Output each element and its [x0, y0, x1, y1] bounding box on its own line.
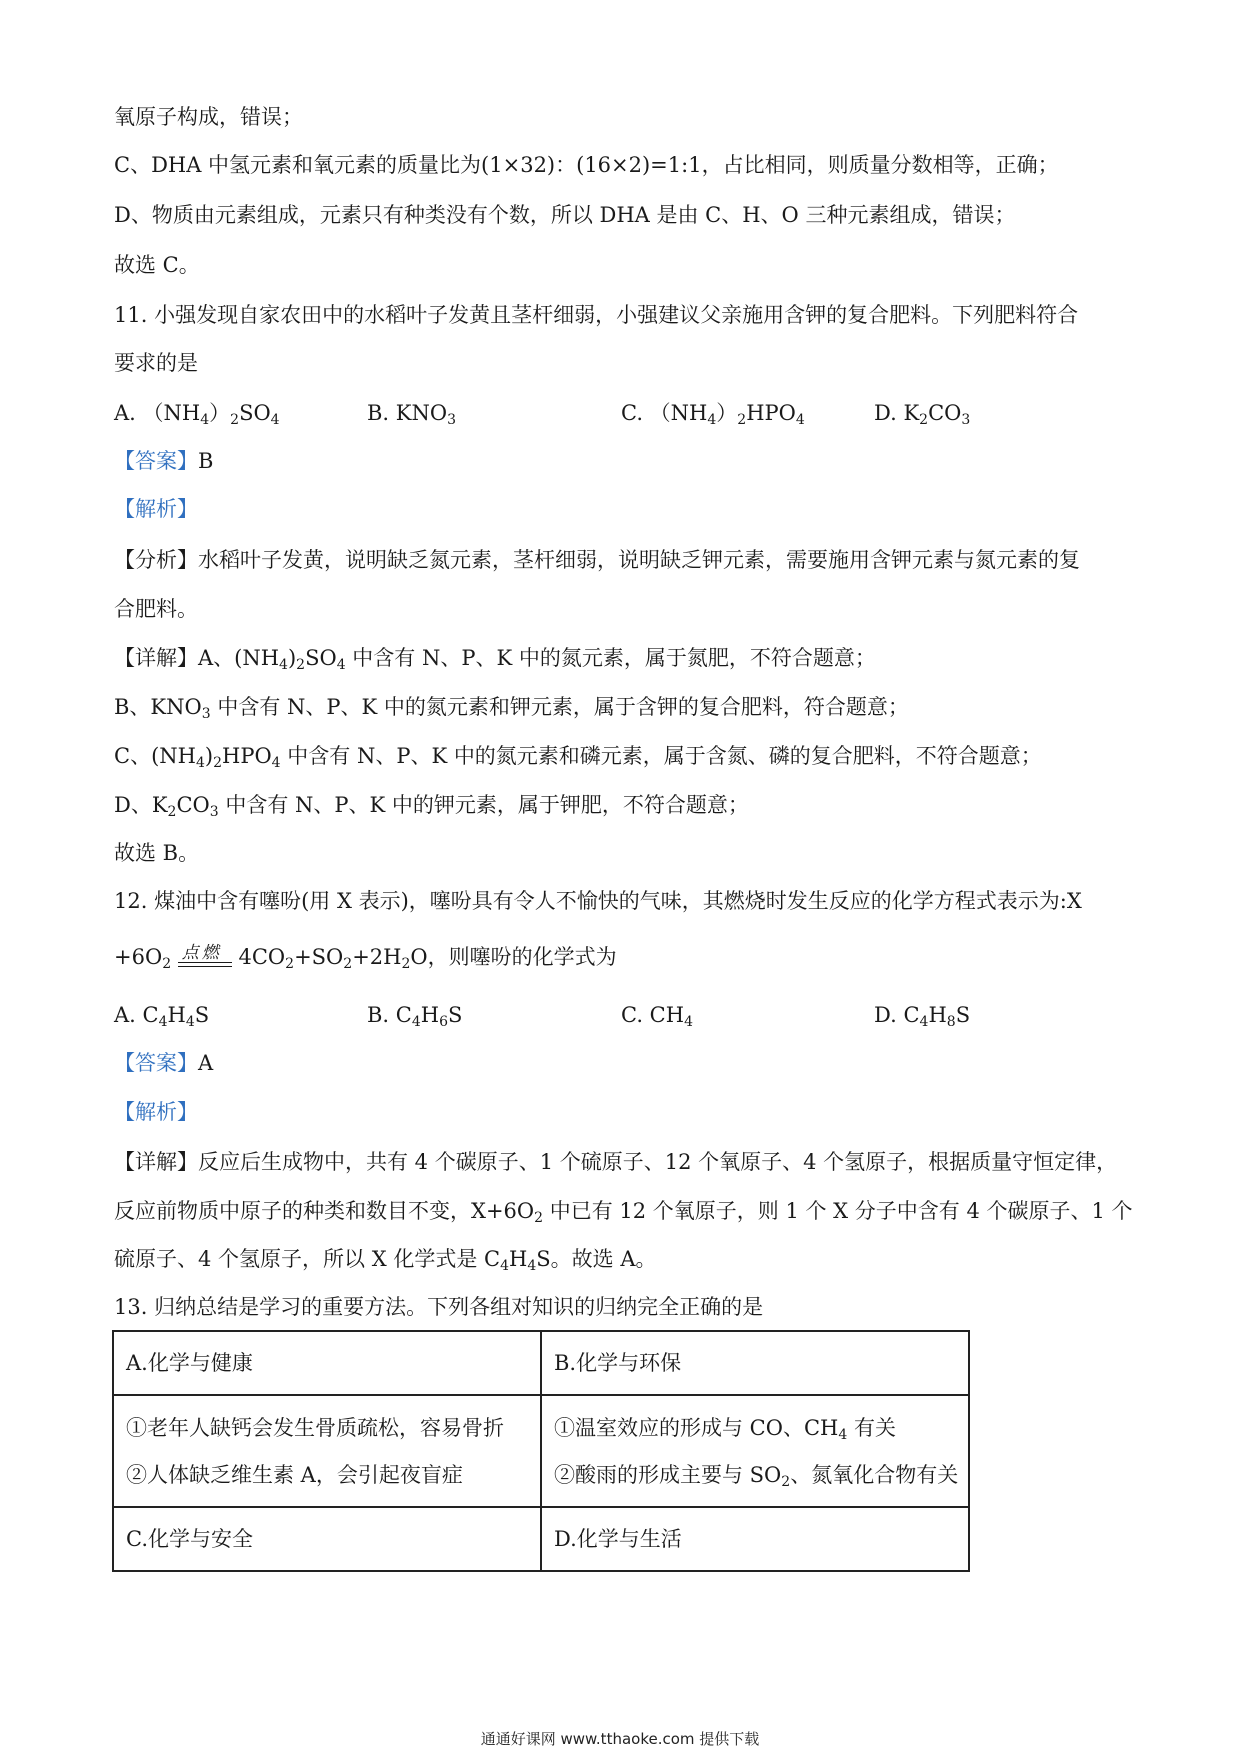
- q13-a-item-2: ②人体缺乏维生素 A，会引起夜盲症: [126, 1462, 463, 1487]
- q11-option-a: A. $(NH_4)_2SO_4$: [114, 401, 280, 428]
- q13-a-item-1: ①老年人缺钙会发生骨质疏松，容易骨折: [126, 1415, 504, 1440]
- q11-stem-line-1: 11. 小强发现自家农田中的水稻叶子发黄且茎杆细弱，小强建议父亲施用含钾的复合肥料。下列肥料符合: [114, 303, 1079, 327]
- q12-option-d: D. $C_4H_8S$: [874, 1003, 971, 1030]
- prev-choose: 故选 C。: [114, 253, 200, 277]
- q11-jiexi-tag: 【解析】: [114, 497, 198, 521]
- q13-b-item-1: ①温室效应的形成与 CO、$CH_4$ 有关: [554, 1415, 896, 1443]
- q13-table: [112, 1330, 970, 1572]
- q11-detail-c: C、$(NH_4)_2HPO_4$ 中含有 N、P、K 中的氮元素和磷元素，属于含氮、磷的复合肥料，不符合题意；: [114, 744, 1042, 771]
- q11-option-b: B. $KNO_3$: [367, 401, 456, 428]
- page-footer: 通通好课网 www.tthaoke.com 提供下载: [480, 1730, 760, 1748]
- q11-choose: 故选 B。: [114, 841, 200, 865]
- q13-cell-d-head: D.化学与生活: [541, 1507, 969, 1571]
- q11-answer: 【答案】B: [114, 449, 214, 473]
- q12-detail-line-2: 反应前物质中原子的种类和数目不变，$X+6O_2$ 中已有 12 个氧原子，则 1 个 X 分子中含有 4 个碳原子、1 个: [114, 1199, 1133, 1226]
- q11-detail-a: 【详解】A、$(NH_4)_2SO_4$ 中含有 N、P、K 中的氮元素，属于氮肥，不符合题意；: [114, 646, 876, 673]
- q13-b-item-2: ②酸雨的形成主要与 $SO_2$、氮氧化合物有关: [554, 1462, 959, 1490]
- q11-option-c: C. $(NH_4)_2HPO_4$: [621, 401, 805, 428]
- q12-answer: 【答案】A: [114, 1051, 214, 1075]
- q13-cell-c-head: C.化学与安全: [113, 1507, 541, 1571]
- q11-analysis-line-2: 合肥料。: [114, 597, 198, 621]
- q12-jiexi-tag: 【解析】: [114, 1100, 198, 1124]
- q12-detail-line-3: 硫原子、4 个氢原子，所以 X 化学式是 $C_4H_4S$。故选 A。: [114, 1247, 657, 1274]
- reaction-condition-arrow: 点燃: [178, 942, 232, 972]
- q13-cell-a-body: [113, 1395, 541, 1507]
- q13-cell-b-body: [541, 1395, 969, 1507]
- q12-equation: $+6O_2$ 点燃 $4CO_2+SO_2+2H_2O$，则噻吩的化学式为: [114, 943, 617, 972]
- q12-stem-line-1: 12. 煤油中含有噻吩(用 X 表示)，噻吩具有令人不愉快的气味，其燃烧时发生反应的化学方程式表示为:X: [114, 889, 1082, 913]
- q11-analysis-line-1: 【分析】水稻叶子发黄，说明缺乏氮元素，茎杆细弱，说明缺乏钾元素，需要施用含钾元素与氮元素的复: [114, 548, 1080, 572]
- q11-detail-b: B、$KNO_3$ 中含有 N、P、K 中的氮元素和钾元素，属于含钾的复合肥料，符合题意；: [114, 695, 909, 722]
- prev-option-c: C、DHA 中氢元素和氧元素的质量比为(1×32)：(16×2)=1:1，占比相同，则质量分数相等，正确；: [114, 153, 1059, 177]
- q12-option-a: A. $C_4H_4S$: [114, 1003, 210, 1030]
- q12-detail-line-1: 【详解】反应后生成物中，共有 4 个碳原子、1 个硫原子、12 个氧原子、4 个氢原子，根据质量守恒定律，: [114, 1150, 1118, 1174]
- q11-detail-d: D、$K_2CO_3$ 中含有 N、P、K 中的钾元素，属于钾肥，不符合题意；: [114, 793, 749, 820]
- prev-line-1: 氧原子构成，错误；: [114, 105, 303, 129]
- prev-option-d: D、物质由元素组成，元素只有种类没有个数，所以 DHA 是由 C、H、O 三种元素组成，错误；: [114, 203, 1016, 227]
- q13-stem: 13. 归纳总结是学习的重要方法。下列各组对知识的归纳完全正确的是: [114, 1295, 764, 1319]
- q12-option-b: B. $C_4H_6S$: [367, 1003, 463, 1030]
- q11-option-d: D. $K_2CO_3$: [874, 401, 971, 428]
- q13-cell-a-head: A.化学与健康: [113, 1331, 541, 1395]
- q13-cell-b-head: B.化学与环保: [541, 1331, 969, 1395]
- q11-stem-line-2: 要求的是: [114, 351, 198, 375]
- q12-option-c: C. $CH_4$: [621, 1003, 693, 1030]
